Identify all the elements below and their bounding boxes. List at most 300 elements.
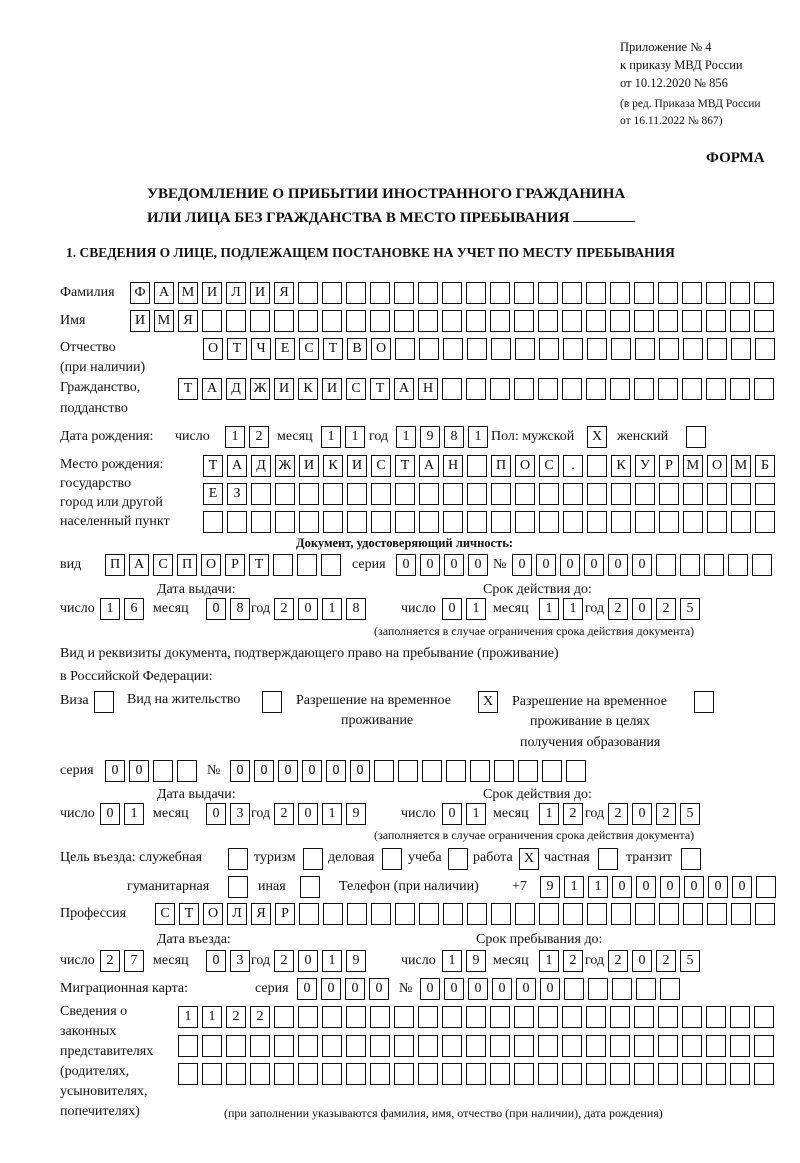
char-box[interactable]: К bbox=[611, 455, 631, 477]
char-box[interactable] bbox=[491, 511, 511, 533]
char-box[interactable]: 0 bbox=[321, 978, 341, 1000]
char-box[interactable] bbox=[754, 310, 774, 332]
char-box[interactable] bbox=[467, 903, 487, 925]
char-box[interactable]: 0 bbox=[612, 876, 632, 898]
char-box[interactable] bbox=[346, 1063, 366, 1085]
char-box[interactable]: 0 bbox=[512, 554, 532, 576]
char-box[interactable]: 2 bbox=[274, 598, 294, 620]
char-box[interactable] bbox=[660, 978, 680, 1000]
char-box[interactable]: 2 bbox=[608, 598, 628, 620]
char-box[interactable]: Д bbox=[226, 378, 246, 400]
char-box[interactable] bbox=[299, 903, 319, 925]
char-box[interactable]: П bbox=[491, 455, 511, 477]
char-box[interactable] bbox=[730, 1063, 750, 1085]
char-box[interactable]: 9 bbox=[346, 803, 366, 825]
char-box[interactable]: 0 bbox=[278, 760, 298, 782]
char-box[interactable] bbox=[274, 1035, 294, 1057]
char-box[interactable] bbox=[586, 378, 606, 400]
char-box[interactable] bbox=[694, 691, 714, 713]
char-box[interactable] bbox=[562, 310, 582, 332]
char-box[interactable]: 1 bbox=[321, 426, 341, 448]
char-box[interactable] bbox=[466, 1035, 486, 1057]
char-box[interactable]: 7 bbox=[124, 950, 144, 972]
char-box[interactable] bbox=[754, 378, 774, 400]
char-box[interactable]: Н bbox=[418, 378, 438, 400]
char-box[interactable] bbox=[202, 1063, 222, 1085]
char-box[interactable]: П bbox=[105, 554, 125, 576]
char-box[interactable]: X bbox=[587, 426, 607, 448]
char-box[interactable]: 0 bbox=[420, 554, 440, 576]
char-box[interactable]: С bbox=[155, 903, 175, 925]
char-box[interactable] bbox=[514, 1035, 534, 1057]
char-box[interactable]: 2 bbox=[249, 426, 269, 448]
char-box[interactable]: 1 bbox=[539, 950, 559, 972]
char-box[interactable] bbox=[419, 903, 439, 925]
char-box[interactable]: 0 bbox=[560, 554, 580, 576]
char-box[interactable]: 6 bbox=[124, 598, 144, 620]
char-box[interactable] bbox=[370, 282, 390, 304]
char-box[interactable] bbox=[682, 310, 702, 332]
char-box[interactable] bbox=[611, 338, 631, 360]
char-box[interactable] bbox=[635, 483, 655, 505]
char-box[interactable] bbox=[538, 310, 558, 332]
char-box[interactable]: А bbox=[154, 282, 174, 304]
char-box[interactable] bbox=[178, 1035, 198, 1057]
char-box[interactable] bbox=[538, 282, 558, 304]
char-box[interactable] bbox=[227, 511, 247, 533]
char-box[interactable] bbox=[706, 1035, 726, 1057]
char-box[interactable] bbox=[610, 282, 630, 304]
char-box[interactable] bbox=[731, 903, 751, 925]
char-box[interactable]: 1 bbox=[539, 803, 559, 825]
char-box[interactable] bbox=[370, 1035, 390, 1057]
char-box[interactable] bbox=[731, 483, 751, 505]
char-box[interactable]: О bbox=[371, 338, 391, 360]
char-box[interactable]: 0 bbox=[369, 978, 389, 1000]
char-box[interactable] bbox=[515, 483, 535, 505]
char-box[interactable] bbox=[275, 511, 295, 533]
char-box[interactable]: 0 bbox=[129, 760, 149, 782]
char-box[interactable] bbox=[598, 848, 618, 870]
char-box[interactable]: Б bbox=[755, 455, 775, 477]
char-box[interactable]: 0 bbox=[540, 978, 560, 1000]
char-box[interactable]: 0 bbox=[350, 760, 370, 782]
char-box[interactable]: 5 bbox=[680, 598, 700, 620]
char-box[interactable]: 0 bbox=[230, 760, 250, 782]
char-box[interactable]: 0 bbox=[468, 978, 488, 1000]
char-box[interactable] bbox=[539, 903, 559, 925]
char-box[interactable] bbox=[635, 511, 655, 533]
char-box[interactable] bbox=[610, 1006, 630, 1028]
char-box[interactable] bbox=[686, 426, 706, 448]
char-box[interactable] bbox=[418, 1006, 438, 1028]
char-box[interactable] bbox=[563, 511, 583, 533]
char-box[interactable] bbox=[682, 378, 702, 400]
char-box[interactable]: 9 bbox=[346, 950, 366, 972]
char-box[interactable] bbox=[658, 310, 678, 332]
char-box[interactable] bbox=[752, 554, 772, 576]
char-box[interactable]: 1 bbox=[322, 598, 342, 620]
char-box[interactable] bbox=[395, 338, 415, 360]
char-box[interactable] bbox=[323, 511, 343, 533]
char-box[interactable] bbox=[634, 1035, 654, 1057]
char-box[interactable] bbox=[562, 1035, 582, 1057]
char-box[interactable] bbox=[563, 903, 583, 925]
char-box[interactable] bbox=[466, 378, 486, 400]
char-box[interactable] bbox=[586, 282, 606, 304]
char-box[interactable]: П bbox=[177, 554, 197, 576]
char-box[interactable] bbox=[707, 903, 727, 925]
char-box[interactable]: 1 bbox=[322, 803, 342, 825]
char-box[interactable] bbox=[250, 310, 270, 332]
char-box[interactable]: 1 bbox=[178, 1006, 198, 1028]
char-box[interactable]: Ж bbox=[250, 378, 270, 400]
char-box[interactable] bbox=[226, 1035, 246, 1057]
char-box[interactable]: 2 bbox=[608, 950, 628, 972]
char-box[interactable]: 1 bbox=[588, 876, 608, 898]
char-box[interactable]: О bbox=[201, 554, 221, 576]
char-box[interactable]: А bbox=[419, 455, 439, 477]
char-box[interactable]: У bbox=[635, 455, 655, 477]
char-box[interactable]: 3 bbox=[230, 950, 250, 972]
char-box[interactable] bbox=[491, 483, 511, 505]
char-box[interactable] bbox=[755, 338, 775, 360]
char-box[interactable] bbox=[228, 848, 248, 870]
char-box[interactable] bbox=[251, 483, 271, 505]
char-box[interactable] bbox=[418, 310, 438, 332]
char-box[interactable]: Р bbox=[225, 554, 245, 576]
char-box[interactable]: 9 bbox=[466, 950, 486, 972]
char-box[interactable]: Т bbox=[227, 338, 247, 360]
char-box[interactable] bbox=[299, 483, 319, 505]
char-box[interactable]: 1 bbox=[225, 426, 245, 448]
char-box[interactable] bbox=[659, 511, 679, 533]
char-box[interactable] bbox=[731, 511, 751, 533]
char-box[interactable] bbox=[394, 1006, 414, 1028]
char-box[interactable] bbox=[754, 1063, 774, 1085]
char-box[interactable]: 0 bbox=[326, 760, 346, 782]
char-box[interactable] bbox=[346, 1006, 366, 1028]
char-box[interactable] bbox=[706, 1006, 726, 1028]
char-box[interactable] bbox=[754, 282, 774, 304]
char-box[interactable] bbox=[442, 1063, 462, 1085]
char-box[interactable] bbox=[610, 1035, 630, 1057]
char-box[interactable] bbox=[347, 511, 367, 533]
char-box[interactable]: О bbox=[707, 455, 727, 477]
char-box[interactable] bbox=[94, 691, 114, 713]
char-box[interactable] bbox=[371, 483, 391, 505]
char-box[interactable] bbox=[587, 483, 607, 505]
char-box[interactable]: И bbox=[130, 310, 150, 332]
char-box[interactable] bbox=[611, 483, 631, 505]
char-box[interactable]: 1 bbox=[124, 803, 144, 825]
char-box[interactable]: М bbox=[154, 310, 174, 332]
char-box[interactable]: 2 bbox=[563, 803, 583, 825]
char-box[interactable] bbox=[566, 760, 586, 782]
char-box[interactable]: Н bbox=[443, 455, 463, 477]
char-box[interactable]: 0 bbox=[708, 876, 728, 898]
char-box[interactable] bbox=[682, 282, 702, 304]
char-box[interactable] bbox=[755, 483, 775, 505]
char-box[interactable] bbox=[515, 903, 535, 925]
char-box[interactable]: 2 bbox=[656, 598, 676, 620]
char-box[interactable]: 0 bbox=[608, 554, 628, 576]
char-box[interactable]: Р bbox=[659, 455, 679, 477]
char-box[interactable] bbox=[153, 760, 173, 782]
char-box[interactable] bbox=[394, 1063, 414, 1085]
char-box[interactable] bbox=[419, 338, 439, 360]
char-box[interactable]: 0 bbox=[636, 876, 656, 898]
char-box[interactable] bbox=[634, 1063, 654, 1085]
char-box[interactable]: 0 bbox=[732, 876, 752, 898]
char-box[interactable] bbox=[706, 310, 726, 332]
char-box[interactable] bbox=[515, 338, 535, 360]
char-box[interactable] bbox=[394, 1035, 414, 1057]
char-box[interactable] bbox=[422, 760, 442, 782]
char-box[interactable]: 0 bbox=[516, 978, 536, 1000]
char-box[interactable] bbox=[300, 876, 320, 898]
char-box[interactable]: 0 bbox=[206, 598, 226, 620]
char-box[interactable]: 0 bbox=[536, 554, 556, 576]
char-box[interactable] bbox=[610, 378, 630, 400]
char-box[interactable] bbox=[298, 282, 318, 304]
char-box[interactable]: . bbox=[563, 455, 583, 477]
char-box[interactable] bbox=[467, 483, 487, 505]
char-box[interactable]: 5 bbox=[680, 950, 700, 972]
char-box[interactable] bbox=[297, 554, 317, 576]
char-box[interactable] bbox=[395, 483, 415, 505]
char-box[interactable]: Т bbox=[203, 455, 223, 477]
char-box[interactable] bbox=[635, 903, 655, 925]
char-box[interactable] bbox=[707, 338, 727, 360]
char-box[interactable]: С bbox=[346, 378, 366, 400]
char-box[interactable]: 1 bbox=[345, 426, 365, 448]
char-box[interactable] bbox=[371, 511, 391, 533]
char-box[interactable] bbox=[586, 1063, 606, 1085]
char-box[interactable] bbox=[442, 310, 462, 332]
char-box[interactable] bbox=[323, 483, 343, 505]
char-box[interactable] bbox=[228, 876, 248, 898]
char-box[interactable]: А bbox=[129, 554, 149, 576]
char-box[interactable]: 0 bbox=[254, 760, 274, 782]
char-box[interactable] bbox=[418, 1035, 438, 1057]
char-box[interactable]: Т bbox=[249, 554, 269, 576]
char-box[interactable] bbox=[273, 554, 293, 576]
char-box[interactable] bbox=[634, 282, 654, 304]
char-box[interactable] bbox=[299, 511, 319, 533]
char-box[interactable]: Т bbox=[179, 903, 199, 925]
char-box[interactable]: 0 bbox=[684, 876, 704, 898]
char-box[interactable]: Е bbox=[275, 338, 295, 360]
char-box[interactable]: А bbox=[394, 378, 414, 400]
char-box[interactable]: И bbox=[299, 455, 319, 477]
char-box[interactable] bbox=[731, 338, 751, 360]
char-box[interactable] bbox=[562, 1006, 582, 1028]
char-box[interactable] bbox=[467, 455, 487, 477]
char-box[interactable] bbox=[730, 1035, 750, 1057]
char-box[interactable]: 1 bbox=[396, 426, 416, 448]
char-box[interactable] bbox=[564, 978, 584, 1000]
char-box[interactable] bbox=[658, 378, 678, 400]
char-box[interactable]: С bbox=[371, 455, 391, 477]
char-box[interactable]: 0 bbox=[206, 950, 226, 972]
char-box[interactable] bbox=[538, 378, 558, 400]
char-box[interactable] bbox=[659, 903, 679, 925]
char-box[interactable]: Я bbox=[251, 903, 271, 925]
char-box[interactable] bbox=[658, 1035, 678, 1057]
char-box[interactable] bbox=[250, 1063, 270, 1085]
char-box[interactable]: 0 bbox=[632, 598, 652, 620]
char-box[interactable] bbox=[322, 1035, 342, 1057]
char-box[interactable] bbox=[682, 1035, 702, 1057]
char-box[interactable]: 0 bbox=[298, 598, 318, 620]
char-box[interactable]: 0 bbox=[206, 803, 226, 825]
char-box[interactable] bbox=[250, 1035, 270, 1057]
char-box[interactable] bbox=[321, 554, 341, 576]
char-box[interactable]: М bbox=[683, 455, 703, 477]
char-box[interactable] bbox=[635, 338, 655, 360]
char-box[interactable] bbox=[634, 310, 654, 332]
char-box[interactable] bbox=[347, 903, 367, 925]
char-box[interactable] bbox=[467, 511, 487, 533]
char-box[interactable]: 1 bbox=[202, 1006, 222, 1028]
char-box[interactable] bbox=[683, 338, 703, 360]
char-box[interactable]: Т bbox=[395, 455, 415, 477]
char-box[interactable]: 2 bbox=[274, 803, 294, 825]
char-box[interactable] bbox=[322, 1006, 342, 1028]
char-box[interactable]: Р bbox=[275, 903, 295, 925]
char-box[interactable] bbox=[563, 483, 583, 505]
char-box[interactable] bbox=[612, 978, 632, 1000]
char-box[interactable] bbox=[706, 1063, 726, 1085]
char-box[interactable] bbox=[494, 760, 514, 782]
char-box[interactable] bbox=[514, 282, 534, 304]
char-box[interactable] bbox=[466, 1063, 486, 1085]
char-box[interactable] bbox=[418, 1063, 438, 1085]
char-box[interactable] bbox=[730, 310, 750, 332]
char-box[interactable] bbox=[562, 378, 582, 400]
char-box[interactable] bbox=[443, 903, 463, 925]
char-box[interactable] bbox=[514, 378, 534, 400]
char-box[interactable] bbox=[251, 511, 271, 533]
char-box[interactable]: X bbox=[478, 691, 498, 713]
char-box[interactable] bbox=[347, 483, 367, 505]
char-box[interactable] bbox=[728, 554, 748, 576]
char-box[interactable] bbox=[658, 282, 678, 304]
char-box[interactable] bbox=[634, 1006, 654, 1028]
char-box[interactable] bbox=[298, 310, 318, 332]
char-box[interactable] bbox=[706, 282, 726, 304]
char-box[interactable]: 2 bbox=[608, 803, 628, 825]
char-box[interactable] bbox=[730, 378, 750, 400]
char-box[interactable] bbox=[226, 310, 246, 332]
char-box[interactable] bbox=[395, 903, 415, 925]
char-box[interactable] bbox=[443, 483, 463, 505]
char-box[interactable]: 1 bbox=[468, 426, 488, 448]
char-box[interactable] bbox=[538, 1006, 558, 1028]
char-box[interactable] bbox=[754, 1006, 774, 1028]
char-box[interactable]: А bbox=[227, 455, 247, 477]
char-box[interactable] bbox=[394, 282, 414, 304]
char-box[interactable]: 2 bbox=[656, 803, 676, 825]
char-box[interactable] bbox=[275, 483, 295, 505]
char-box[interactable]: Я bbox=[274, 282, 294, 304]
char-box[interactable]: 1 bbox=[100, 598, 120, 620]
char-box[interactable] bbox=[755, 511, 775, 533]
char-box[interactable]: 8 bbox=[230, 598, 250, 620]
char-box[interactable] bbox=[586, 1035, 606, 1057]
char-box[interactable]: 0 bbox=[345, 978, 365, 1000]
char-box[interactable] bbox=[322, 310, 342, 332]
char-box[interactable] bbox=[371, 903, 391, 925]
char-box[interactable] bbox=[470, 760, 490, 782]
char-box[interactable]: К bbox=[298, 378, 318, 400]
char-box[interactable]: 2 bbox=[250, 1006, 270, 1028]
char-box[interactable] bbox=[370, 1006, 390, 1028]
char-box[interactable] bbox=[322, 1063, 342, 1085]
char-box[interactable] bbox=[730, 282, 750, 304]
char-box[interactable] bbox=[466, 282, 486, 304]
char-box[interactable]: 0 bbox=[492, 978, 512, 1000]
char-box[interactable] bbox=[683, 903, 703, 925]
char-box[interactable] bbox=[756, 876, 776, 898]
char-box[interactable]: А bbox=[202, 378, 222, 400]
char-box[interactable] bbox=[178, 1063, 198, 1085]
char-box[interactable] bbox=[177, 760, 197, 782]
char-box[interactable] bbox=[490, 310, 510, 332]
char-box[interactable]: Т bbox=[323, 338, 343, 360]
char-box[interactable] bbox=[298, 1006, 318, 1028]
char-box[interactable]: 0 bbox=[298, 950, 318, 972]
char-box[interactable] bbox=[490, 282, 510, 304]
char-box[interactable] bbox=[514, 310, 534, 332]
char-box[interactable]: 1 bbox=[466, 598, 486, 620]
char-box[interactable] bbox=[442, 282, 462, 304]
char-box[interactable] bbox=[634, 378, 654, 400]
char-box[interactable] bbox=[490, 378, 510, 400]
char-box[interactable]: С bbox=[299, 338, 319, 360]
char-box[interactable] bbox=[490, 1063, 510, 1085]
char-box[interactable] bbox=[514, 1063, 534, 1085]
char-box[interactable]: Л bbox=[226, 282, 246, 304]
char-box[interactable]: 9 bbox=[540, 876, 560, 898]
char-box[interactable] bbox=[346, 282, 366, 304]
char-box[interactable] bbox=[707, 483, 727, 505]
char-box[interactable]: 0 bbox=[442, 803, 462, 825]
char-box[interactable]: О bbox=[203, 338, 223, 360]
char-box[interactable]: 8 bbox=[346, 598, 366, 620]
char-box[interactable]: 0 bbox=[632, 803, 652, 825]
char-box[interactable] bbox=[587, 511, 607, 533]
char-box[interactable] bbox=[467, 338, 487, 360]
char-box[interactable] bbox=[443, 338, 463, 360]
char-box[interactable]: 0 bbox=[396, 554, 416, 576]
char-box[interactable]: 0 bbox=[297, 978, 317, 1000]
char-box[interactable] bbox=[346, 1035, 366, 1057]
char-box[interactable]: И bbox=[202, 282, 222, 304]
char-box[interactable] bbox=[298, 1063, 318, 1085]
char-box[interactable]: X bbox=[519, 848, 539, 870]
char-box[interactable]: 3 bbox=[230, 803, 250, 825]
char-box[interactable] bbox=[274, 1006, 294, 1028]
char-box[interactable]: М bbox=[178, 282, 198, 304]
char-box[interactable] bbox=[346, 310, 366, 332]
char-box[interactable] bbox=[262, 691, 282, 713]
char-box[interactable]: Я bbox=[178, 310, 198, 332]
char-box[interactable] bbox=[298, 1035, 318, 1057]
char-box[interactable] bbox=[418, 282, 438, 304]
char-box[interactable]: 0 bbox=[105, 760, 125, 782]
